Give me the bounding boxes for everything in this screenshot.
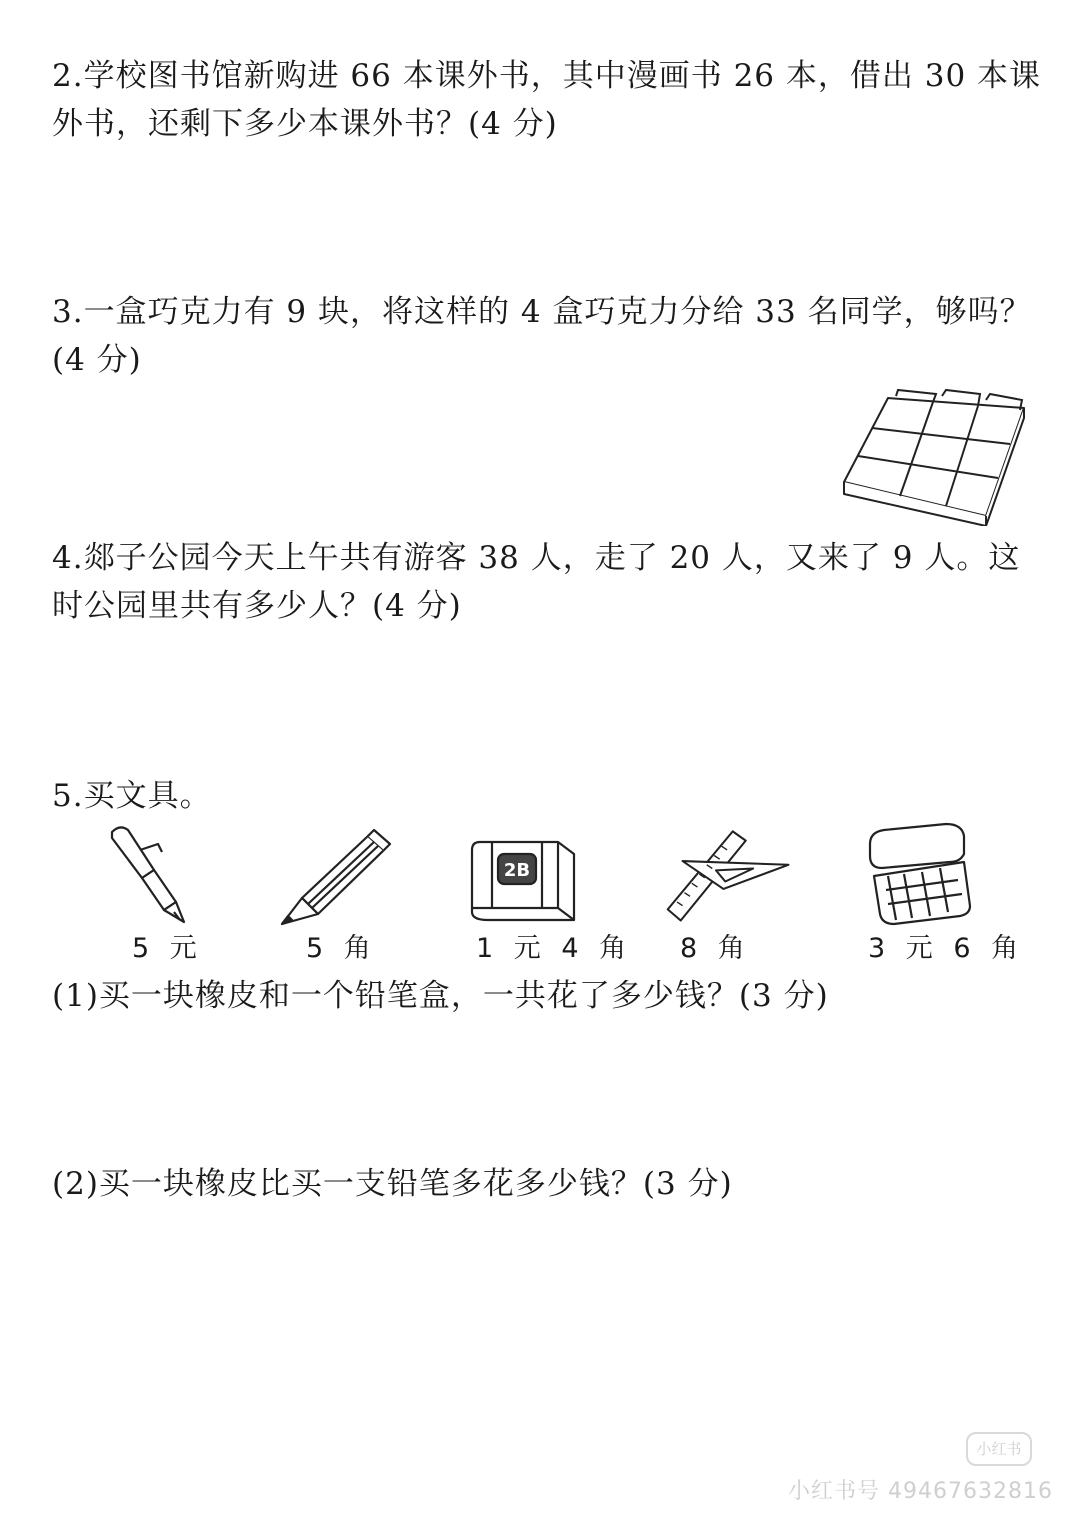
eraser-label: 2B <box>503 860 531 881</box>
price-pencil-case: 3 元 6 角 <box>868 933 1025 964</box>
ruler-set-icon <box>664 820 794 930</box>
price-eraser: 1 元 4 角 <box>476 933 633 964</box>
watermark-logo: 小红书 <box>966 1432 1032 1466</box>
question-5: 5.买文具。 <box>52 778 212 814</box>
eraser-icon <box>462 820 592 930</box>
question-2: 2.学校图书馆新购进 66 本课外书，其中漫画书 26 本，借出 30 本课外书，还剩下多少本课外书？(4 分) <box>52 58 1042 142</box>
fountain-pen-icon <box>92 820 222 930</box>
price-pen: 5 元 <box>132 933 203 964</box>
price-ruler-set: 8 角 <box>680 933 751 964</box>
question-5-2: (2)买一块橡皮比买一支铅笔多花多少钱？(3 分) <box>52 1166 733 1202</box>
pencil-icon <box>272 820 402 930</box>
chocolate-bar-icon <box>838 386 1030 526</box>
question-4: 4.郯子公园今天上午共有游客 38 人，走了 20 人，又来了 9 人。这时公园里共有多少人？(4 分) <box>52 540 1021 624</box>
question-3: 3.一盒巧克力有 9 块，将这样的 4 盒巧克力分给 33 名同学，够吗？(4 分) <box>52 294 1032 378</box>
question-5-1: (1)买一块橡皮和一个铅笔盒，一共花了多少钱？(3 分) <box>52 978 829 1014</box>
price-pencil: 5 角 <box>306 933 377 964</box>
watermark-id: 小红书号 4946763281​6 <box>788 1479 1053 1504</box>
pencil-case-icon <box>860 820 990 930</box>
